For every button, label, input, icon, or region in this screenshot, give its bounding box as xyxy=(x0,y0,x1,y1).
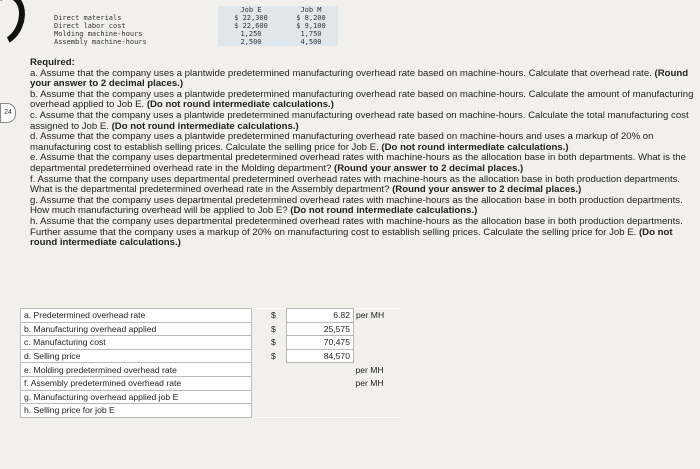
unit-label xyxy=(354,336,400,350)
row-label: Molding machine-hours xyxy=(54,30,143,38)
answer-input-a[interactable]: 6.82 xyxy=(287,309,354,323)
currency-symbol xyxy=(268,390,287,404)
answer-row-a xyxy=(21,309,400,323)
currency-symbol: $ xyxy=(268,322,287,336)
row-label: Direct labor cost xyxy=(54,22,126,30)
currency-symbol: $ xyxy=(268,309,287,323)
job-e-value: 1,250 xyxy=(218,30,284,38)
answer-input-e[interactable] xyxy=(287,363,354,377)
answer-label: f. Assembly predetermined overhead rate xyxy=(21,376,252,390)
answer-row-e xyxy=(21,363,400,377)
row-label: Direct materials xyxy=(54,14,122,22)
answer-label: h. Selling price for job E xyxy=(21,404,252,418)
job-e-value: $ 22,600 xyxy=(218,22,284,30)
answer-label: e. Molding predetermined overhead rate xyxy=(21,363,252,377)
currency-symbol xyxy=(268,363,287,377)
job-e-value: 2,500 xyxy=(218,38,284,46)
answer-input-f[interactable] xyxy=(287,376,354,390)
requirement-a: a. Assume that the company uses a plantwide predetermined manufacturing overhead rate based on machine-hours. Calculate that overhead rate. (Round your answer to 2 decimal places.) xyxy=(30,67,689,90)
requirement-f: f. Assume that the company uses departmental predetermined overhead rates with machine-hours as the allocation base in both production departments. What is the departmental predetermined overhead rate in the Assembly department? (Round your answer to 2 decimal places.) xyxy=(30,173,681,196)
requirement-c: c. Assume that the company uses a plantwide predetermined manufacturing overhead rate based on machine-hours. Calculate the total manufacturing cost assigned to Job E. (Do not round intermediate calculations.) xyxy=(30,109,689,132)
job-cost-data-table xyxy=(52,6,338,46)
answer-label: c. Manufacturing cost xyxy=(21,336,252,350)
answer-row-b xyxy=(21,322,400,336)
requirement-h: h. Assume that the company uses departmental predetermined overhead rates with machine-hours as the allocation base in both production departments. Further assume that the company uses a markup of 20% on manufacturing cost to establish selling prices. Calculate the selling price for Job E. (Do not round intermediate calculations.) xyxy=(30,215,683,249)
unit-label xyxy=(354,349,400,363)
question-number-badge: 24 xyxy=(0,103,16,123)
requirement-e: e. Assume that the company uses departmental predetermined overhead rates with machine-hours as the allocation base in both departments. What is the departmental predetermined overhead rate in the Molding department? (Round your answer to 2 decimal places.) xyxy=(30,152,686,174)
answer-row-h xyxy=(21,404,400,418)
header-job-m: Job M xyxy=(284,6,338,14)
currency-symbol: $ xyxy=(268,336,287,350)
row-label: Assembly machine-hours xyxy=(54,38,147,46)
currency-symbol xyxy=(268,376,287,390)
answer-input-c[interactable]: 70,475 xyxy=(287,336,354,350)
currency-symbol: $ xyxy=(268,349,287,363)
required-title: Required: xyxy=(30,57,75,68)
unit-label: per MH xyxy=(354,376,400,390)
page-edge-decoration xyxy=(0,0,32,51)
header-job-e: Job E xyxy=(218,6,284,14)
answer-row-c xyxy=(21,336,400,350)
required-instructions xyxy=(30,58,698,249)
answer-label: d. Selling price xyxy=(21,349,252,363)
answer-input-d[interactable]: 84,570 xyxy=(287,349,354,363)
requirement-g: g. Assume that the company uses departmental predetermined overhead rates with machine-hours as the allocation base in both production departments. How much manufacturing overhead will be applied to Job E? (Do not round intermediate calculations.) xyxy=(30,194,683,217)
requirement-d: d. Assume that the company uses a plantwide predetermined manufacturing overhead rate based on machine-hours and uses a markup of 20% on manufacturing cost to establish selling prices. Calculate the selling price for Job E. (Do not round intermediate calculations.) xyxy=(30,131,654,153)
currency-symbol xyxy=(268,404,287,418)
job-m-value: $ 8,200 xyxy=(284,14,338,22)
job-m-value: 4,500 xyxy=(284,38,338,46)
answer-input-g[interactable] xyxy=(287,390,354,404)
unit-label: per MH xyxy=(354,363,400,377)
requirement-b: b. Assume that the company uses a plantwide predetermined manufacturing overhead rate based on machine-hours. Calculate the amount of manufacturing overhead applied to Job E. (Do not round intermediate calculations.) xyxy=(30,88,694,111)
answer-row-g xyxy=(21,390,400,404)
answer-row-d xyxy=(21,349,400,363)
answer-row-f xyxy=(21,376,400,390)
job-m-value: $ 9,100 xyxy=(284,22,338,30)
job-m-value: 1,750 xyxy=(284,30,338,38)
answer-input-b[interactable]: 25,575 xyxy=(287,322,354,336)
answer-input-h[interactable] xyxy=(287,404,354,418)
unit-label xyxy=(354,390,400,404)
unit-label: per MH xyxy=(354,309,400,323)
answer-label: g. Manufacturing overhead applied job E xyxy=(21,390,252,404)
answer-table xyxy=(20,308,400,418)
unit-label xyxy=(354,322,400,336)
answer-label: a. Predetermined overhead rate xyxy=(21,309,252,323)
answer-label: b. Manufacturing overhead applied xyxy=(21,322,252,336)
job-e-value: $ 22,300 xyxy=(218,14,284,22)
unit-label xyxy=(354,404,400,418)
